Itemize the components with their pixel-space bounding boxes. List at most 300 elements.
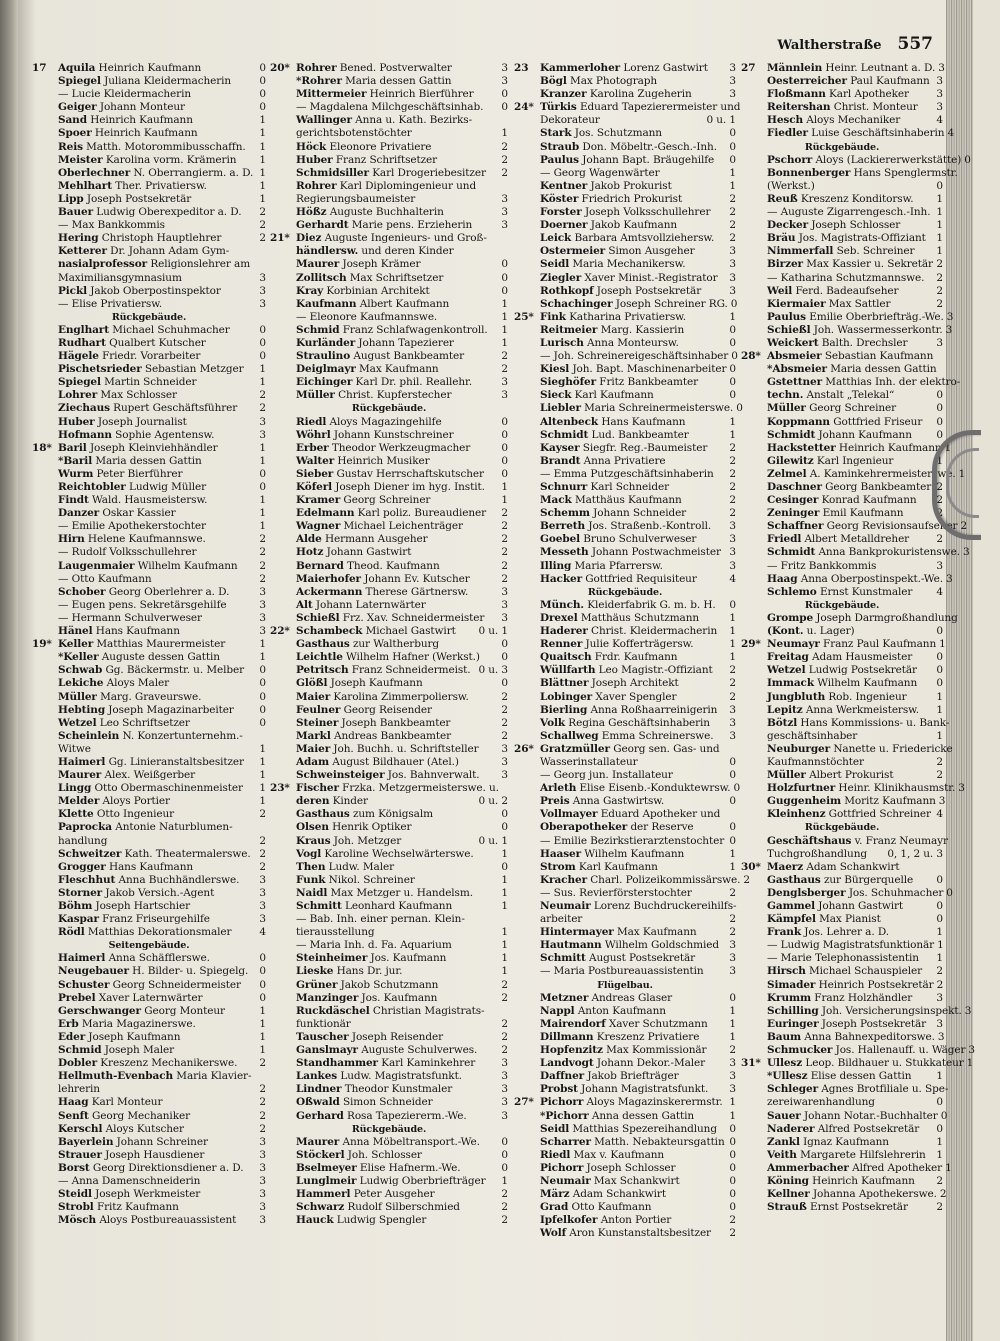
resident-surname: Markl [296,729,331,742]
floor-number: 3 [729,939,736,952]
floor-number: 2 [501,520,508,533]
resident-entry [514,311,736,324]
resident-entry [741,926,943,939]
resident-entry [270,272,508,285]
resident-text: Mehlhart Ther. Privatiersw. [58,179,207,192]
column-1 [32,62,266,1227]
resident-surname: Walter [296,454,335,467]
floor-number: 2 [936,755,943,768]
resident-text: Alt Johann Laternwärter [296,598,426,611]
house-number [270,258,296,271]
floor-number: 1 [501,952,508,965]
resident-entry [32,62,266,75]
resident-text: Kellner Johanna Apothekerswe. [767,1188,937,1201]
floor-number: 0 [501,415,508,428]
floor-number: 3 [501,1070,508,1083]
resident-text: Olsen Henrik Optiker [296,821,412,834]
floor-number: 0 u. 3 [478,664,508,677]
resident-entry [514,1175,736,1188]
floor-number: 1 [259,494,266,507]
house-number [270,141,296,154]
resident-text: techn. Anstalt „Telekal“ [767,389,895,402]
resident-entry [741,742,953,756]
resident-surname: Nappl [540,1004,575,1017]
resident-surname: Gerhard [296,1109,344,1122]
house-number [270,416,296,429]
floor-number: 0 [729,991,736,1004]
house-number [270,1110,296,1123]
floor-number: 1 [259,1030,266,1043]
resident-text: Koppmann Gottfried Friseur [767,415,923,428]
resident-surname: Hautmann [540,939,602,952]
floor-number: 2 [259,1057,266,1070]
resident-entry [270,939,508,952]
resident-text: Witwe [58,742,91,755]
resident-entry [514,573,736,586]
resident-text: Münch. Kleiderfabrik G. m. b. H. [540,598,716,611]
resident-text: Spoer Heinrich Kaufmann [58,127,198,140]
floor-number: 0 [940,1109,948,1122]
resident-entry [270,416,508,429]
resident-text: Kleinhenz Gottfried Schreiner [767,808,931,821]
house-number [741,965,767,978]
resident-text: Wasserinstallateur [540,755,638,768]
floor-number: 3 [259,913,266,926]
floor-number: 0 [501,677,508,690]
resident-entry [270,677,508,690]
resident-entry [514,402,743,415]
floor-number: 1 [936,219,943,232]
resident-text: Fink Katharina Privatiersw. [540,310,686,323]
resident-surname: Schmidt [767,546,816,559]
floor-number: 2 [729,913,736,926]
resident-entry [514,206,736,219]
house-number [32,1123,58,1136]
resident-entry [741,1083,949,1096]
resident-surname: Pichorr [540,1161,584,1174]
house-number [32,952,58,965]
resident-text: Reuß Kreszenz Konditorsw. [767,192,914,205]
resident-text: — Auguste Zigarrengesch.-Inh. [767,206,931,219]
house-number [32,795,58,808]
resident-surname: Tauscher [296,1030,349,1043]
resident-surname: Schweinsteiger [296,769,385,782]
floor-number: 3 [936,991,943,1004]
floor-number: 1 [729,415,736,428]
resident-surname: Schlemo [767,585,817,598]
resident-text: Vogl Karoline Wechselwärterswe. [296,847,474,860]
resident-surname: Schallweg [540,729,599,742]
floor-number: 1 [259,742,266,755]
resident-text: Haag Anna Oberpostinspekt.-We. [767,572,943,585]
floor-number: 0 [259,101,266,114]
house-number [514,625,540,638]
resident-entry [270,520,508,533]
resident-entry [32,337,266,350]
resident-surname: Lekiche [58,677,104,690]
resident-text: Keller Matthias Maurermeister [58,638,226,651]
resident-text: Weickert Balth. Drechsler [767,336,908,349]
floor-number: 1 [936,952,943,965]
house-number [270,114,296,127]
house-number [741,245,767,258]
resident-entry [741,1109,948,1123]
resident-text: Hänel Hans Kaufmann [58,625,180,638]
resident-text: *Absmeier Maria dessen Gattin [767,363,937,376]
resident-entry [514,651,736,664]
resident-text: Oberlechner N. Oberrangierm. a. D. [58,166,254,179]
house-number [514,455,540,468]
resident-surname: (Kont. [767,625,804,638]
resident-entry [741,389,943,402]
floor-number: 3 [729,952,736,965]
resident-surname: Schießl [296,611,340,624]
house-number [270,651,296,664]
resident-text: Quaitsch Frdr. Kaufmann [540,651,678,664]
resident-text: Schießl Frz. Xav. Schneidermeister [296,611,485,624]
resident-entry [514,1188,736,1201]
resident-surname: Mösch [58,1214,97,1227]
resident-surname: Aquila [58,62,96,74]
resident-text: Hautmann Wilhelm Goldschmied [540,939,719,952]
resident-text: Straulino August Bankbeamter [296,350,465,363]
resident-entry [32,416,266,429]
resident-entry [32,664,266,677]
resident-text: Vollmayer Eduard Apotheker und [540,808,721,821]
resident-surname: Gerschwanger [58,1004,141,1017]
resident-text: Hesch Aloys Mechaniker [767,114,901,127]
resident-entry [32,874,266,887]
house-number [32,743,58,756]
resident-text: Euringer Joseph Postsekretär [767,1017,927,1030]
resident-entry [270,926,508,939]
resident-text: — Fritz Bankkommis [767,559,877,572]
resident-surname: Lohrer [58,389,98,402]
resident-entry [514,494,736,507]
resident-entry [741,455,943,468]
resident-surname: Fiedler [767,127,808,140]
floor-number: 1 [259,376,266,389]
resident-text: Neugebauer H. Bilder- u. Spiegelg. [58,965,249,978]
house-number [32,494,58,507]
house-number [270,494,296,507]
house-number [32,625,58,638]
resident-surname: Kayser [540,441,580,454]
house-number [741,769,767,782]
resident-surname: Schober [58,585,106,598]
house-number [270,730,296,743]
house-number [741,75,767,88]
floor-number: 0 [936,1096,943,1109]
resident-surname: Dillmann [540,1030,594,1043]
resident-surname: Diez [296,232,322,245]
resident-surname: Kämpfel [767,913,816,926]
resident-entry [270,795,508,808]
resident-surname: Borst [58,1161,90,1174]
resident-text: Lipp Joseph Postsekretär [58,192,192,205]
resident-entry [32,743,266,756]
resident-text: Hofmann Sophie Agentensw. [58,428,215,441]
floor-number: 2 [729,467,736,480]
house-number [741,193,767,206]
house-number [270,769,296,782]
floor-number: 4 [729,572,736,585]
resident-text: Danzer Oskar Kassier [58,507,176,520]
resident-surname: Geschäftshaus [767,834,852,847]
floor-number: 2 [936,1201,943,1214]
house-number [741,258,767,271]
house-number [741,1083,767,1096]
resident-entry [514,1018,736,1031]
resident-text: Mittermeier Heinrich Bierführer [296,88,474,101]
resident-text: Metzner Andreas Glaser [540,991,673,1004]
resident-text: — Hermann Schulverweser [58,611,202,624]
floor-number: 1 [259,166,266,179]
resident-entry [741,193,943,206]
floor-number: 0 [259,952,266,965]
house-number [270,1149,296,1162]
floor-number: 3 [501,389,508,402]
house-number [741,1070,767,1083]
house-number [270,821,296,834]
floor-number: 0 [936,664,943,677]
resident-surname: Bauer [58,206,94,219]
resident-surname: Grad [540,1201,569,1214]
resident-entry [741,1123,943,1136]
resident-surname: Floßmann [767,88,826,101]
house-number [32,455,58,468]
resident-surname: händlersw. [296,245,359,258]
floor-number: 0 [729,769,736,782]
resident-entry [741,520,968,533]
house-number [741,1096,767,1109]
resident-entry [270,285,508,298]
resident-surname: Hacker [540,572,583,585]
resident-entry [514,887,736,900]
resident-entry [270,455,508,468]
resident-text: Melder Aloys Portier [58,795,170,808]
house-number [270,1083,296,1096]
resident-entry [32,154,266,167]
resident-surname: Glößl [296,677,328,690]
resident-text: Wöhrl Johann Kunstschreiner [296,428,454,441]
floor-number: 0 [936,651,943,664]
resident-entry [741,664,943,677]
house-number [741,206,767,219]
resident-entry [270,533,508,546]
resident-surname: Köning [767,1174,809,1187]
floor-number: 0 [259,690,266,703]
resident-entry [270,900,508,913]
house-number [32,1110,58,1123]
floor-number: 0 [729,821,736,834]
house-number [741,167,767,180]
house-number [32,1070,58,1083]
resident-entry [514,873,750,887]
resident-entry [741,861,943,874]
floor-number: 2 [259,389,266,402]
floor-number: 2 [936,533,943,546]
resident-entry [270,1175,508,1188]
resident-surname: Reitershan [767,101,831,114]
house-number [741,376,767,389]
house-number [270,1214,296,1227]
resident-entry [741,874,943,887]
resident-text: Wagner Michael Leichenträger [296,520,463,533]
resident-text: Männlein Heinr. Leutnant a. D. [767,62,936,74]
house-number [32,402,58,415]
resident-text: Nimmerfall Seb. Schreiner [767,245,915,258]
house-number [270,520,296,533]
floor-number: 3 [501,62,508,74]
house-number [32,1175,58,1188]
house-number [514,402,540,415]
resident-text: — Joh. Schreinereigeschäftsinhaber [540,350,729,363]
resident-text: Reichtobler Ludwig Müller [58,481,206,493]
house-number [514,468,540,481]
resident-text: Türkis Eduard Tapezierermeister und [540,101,741,114]
resident-surname: Kleinhenz [767,808,826,821]
floor-number: 2 [501,1030,508,1043]
resident-text: Petritsch Franz Schneidermeist. [296,664,471,677]
floor-number: 0 [259,664,266,677]
resident-surname: Kracher [540,873,588,886]
resident-entry [741,507,943,520]
floor-number: 3 [259,1161,266,1174]
house-number [514,756,540,769]
resident-entry [32,442,266,455]
resident-text: Preis Anna Gastwirtsw. [540,795,665,808]
resident-surname: Simader [767,978,816,991]
house-number [32,285,58,298]
resident-entry [270,1070,508,1083]
resident-surname: Schnurr [540,481,588,493]
resident-text: Sieghöfer Fritz Bankbeamter [540,376,699,389]
resident-entry [514,62,736,75]
house-number [32,88,58,101]
floor-number: 1 [936,192,943,205]
section-heading [270,1123,508,1136]
resident-surname: Pschorr [767,153,813,166]
resident-text: handlung [58,834,108,847]
resident-entry [270,193,508,206]
house-number [270,952,296,965]
resident-text: — Marie Telephonassistentin [767,952,919,965]
resident-surname: deren [296,795,330,808]
resident-entry [32,1070,266,1083]
resident-text: Lobinger Xaver Spengler [540,690,677,703]
resident-entry [32,795,266,808]
house-number [270,285,296,298]
floor-number: 1 [259,651,266,664]
resident-surname: Ganslmayr [296,1044,358,1057]
house-number [270,1175,296,1188]
resident-entry [741,298,943,311]
resident-surname: Ruckdäschel [296,1004,370,1017]
house-number [514,258,540,271]
resident-entry [32,402,266,415]
floor-number: 1 [259,192,266,205]
resident-surname: Kerschl [58,1122,103,1135]
floor-number: 1 [501,939,508,952]
resident-surname: Seidl [540,1122,570,1135]
resident-text: Grad Otto Kaufmann [540,1201,652,1214]
resident-surname: Holzfurtner [767,782,836,795]
resident-entry [270,127,508,140]
resident-entry [741,1004,972,1018]
floor-number: 3 [729,271,736,284]
house-number [514,180,540,193]
house-number [741,1018,767,1031]
resident-entry [514,219,736,232]
resident-entry [32,1214,266,1227]
resident-surname: Funk [296,873,326,886]
floor-number: 2 [936,297,943,310]
resident-surname: Sieck [540,389,572,402]
resident-text: Maerz Adam Schankwirt [767,860,900,873]
floor-number: 2 [729,507,736,520]
floor-number: 0 [729,336,736,349]
floor-number: 0 [729,323,736,336]
resident-text: Brandt Anna Privatiere [540,454,666,467]
resident-entry [741,900,943,913]
resident-surname: Fischer [296,782,339,795]
floor-number: 0 [501,638,508,651]
house-number [270,468,296,481]
floor-number: 2 [729,1044,736,1057]
resident-text: Schmid Franz Schlafwagenkontroll. [296,323,488,336]
resident-text: Sand Heinrich Kaufmann [58,114,193,127]
resident-entry [741,677,943,690]
resident-surname: Böhm [58,900,93,912]
resident-entry [741,323,953,337]
resident-surname: Riedl [540,1148,571,1161]
resident-text: März Adam Schankwirt [540,1188,666,1201]
resident-surname: Straulino [296,350,351,363]
resident-entry [32,979,266,992]
house-number [514,560,540,573]
house-number [270,638,296,651]
resident-entry [32,494,266,507]
resident-surname: Danzer [58,507,100,520]
resident-entry [270,350,508,363]
resident-entry [270,992,508,1005]
floor-number: 3 [501,206,508,219]
house-number [270,88,296,101]
resident-entry [741,1044,976,1057]
house-number [741,402,767,415]
resident-surname: Messeth [540,546,589,559]
resident-surname: Sauer [767,1109,801,1122]
floor-number: 3 [936,101,943,114]
resident-text: Wallinger Anna u. Kath. Bezirks- [296,114,473,127]
resident-text: Schmidt Johann Kaufmann [767,428,912,441]
resident-surname: Lurisch [540,336,584,349]
floor-number: 3 [729,62,736,74]
resident-text: Laugenmaier Wilhelm Kaufmann [58,559,238,572]
resident-text: — Rudolf Volksschullehrer [58,546,197,559]
resident-text: Gasthaus zur Waltherburg [296,638,440,651]
resident-text: Gerhard Rosa Tapeziererm.-We. [296,1109,467,1122]
house-number [514,350,540,363]
resident-entry [32,1044,266,1057]
floor-number: 0 [936,389,943,402]
house-number [514,442,540,455]
resident-entry [514,389,736,402]
page-number: 557 [897,34,933,54]
resident-entry [514,193,736,206]
resident-text: Müller Marg. Graveurswe. [58,690,202,703]
